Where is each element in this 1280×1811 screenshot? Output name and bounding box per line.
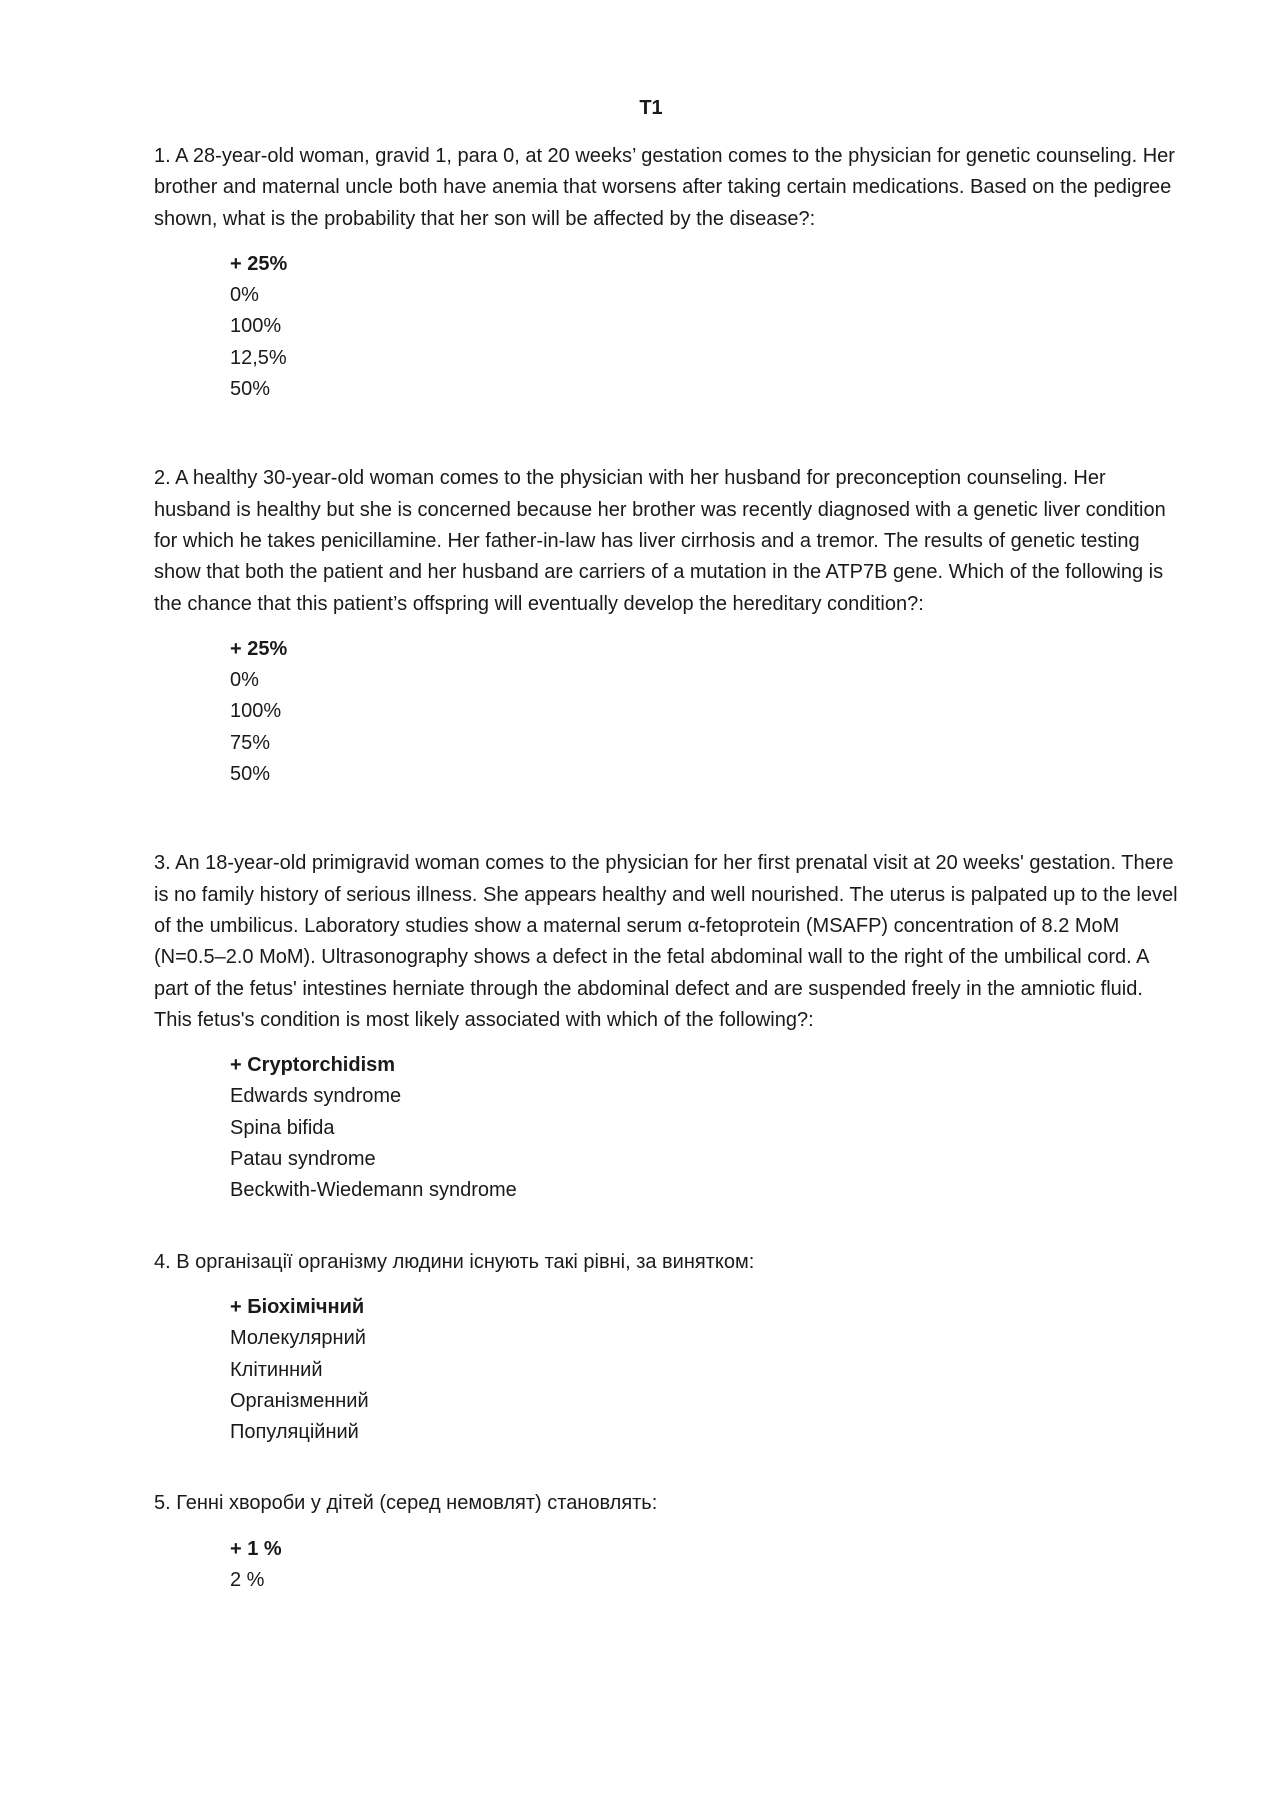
question-text: 5. Генні хвороби у дітей (серед немовлят) становлять:	[154, 1492, 658, 1515]
answer-option: 100%	[230, 315, 282, 338]
answer-list	[230, 1050, 1184, 1206]
answer-option: Spina bifida	[230, 1116, 335, 1139]
answer-option: 75%	[230, 731, 271, 754]
answer-correct: + 25%	[230, 637, 288, 660]
question-1	[154, 141, 1184, 405]
answer-correct: + 25%	[230, 252, 288, 275]
answer-list	[230, 1534, 1184, 1597]
answer-option: 0%	[230, 284, 259, 307]
question-text: 2. A healthy 30-year-old woman comes to the physician with her husband for preconception counseling. Her husband is healthy but she is concerned because her brother was recently diagnosed with a genetic liver condition for which he takes penicillamine. Her father-in-law has liver cirrhosis and a tremor. The results of genetic testing show that both the patient and her husband are carriers of a mutation in the ATP7B gene. Which of the following is the chance that this patient’s offspring will eventually develop the hereditary condition?:	[154, 467, 1166, 615]
answer-option: 50%	[230, 763, 271, 786]
answer-option: 12,5%	[230, 346, 287, 369]
answer-list	[230, 249, 1184, 405]
question-text: 4. В організації організму людини існують такі рівні, за винятком:	[154, 1250, 755, 1273]
answer-option: Клітинний	[230, 1358, 323, 1381]
answer-option: 2 %	[230, 1568, 265, 1591]
answer-correct: + Cryptorchidism	[230, 1054, 396, 1077]
question-list	[154, 141, 1184, 1596]
answer-option: Edwards syndrome	[230, 1085, 402, 1108]
answer-option: 100%	[230, 700, 282, 723]
question-2	[154, 463, 1184, 790]
document-title: T1	[639, 97, 663, 119]
question-5	[154, 1488, 1184, 1596]
answer-option: 0%	[230, 669, 259, 692]
answer-option: Beckwith-Wiedemann syndrome	[230, 1179, 517, 1202]
answer-option: 50%	[230, 378, 271, 401]
answer-correct: + 1 %	[230, 1537, 282, 1560]
question-text: 3. An 18-year-old primigravid woman comes to the physician for her first prenatal visit at 20 weeks' gestation. There is no family history of serious illness. She appears healthy and well nourished. The uterus is palpated up to the level of the umbilicus. Laboratory studies show a maternal serum α-fetoprotein (MSAFP) concentration of 8.2 MoM (N=0.5–2.0 MoM). Ultrasonography shows a defect in the fetal abdominal wall to the right of the umbilical cord. A part of the fetus' intestines herniate through the abdominal defect and are suspended freely in the amniotic fluid. This fetus's condition is most likely associated with which of the following?:	[154, 852, 1178, 1031]
question-4	[154, 1247, 1184, 1449]
answer-correct: + Біохімічний	[230, 1295, 365, 1318]
answer-option: Організменний	[230, 1389, 369, 1412]
answer-option: Молекулярний	[230, 1327, 366, 1350]
answer-option: Patau syndrome	[230, 1148, 376, 1171]
question-3	[154, 848, 1184, 1206]
answer-option: Популяційний	[230, 1421, 359, 1444]
question-text: 1. A 28-year-old woman, gravid 1, para 0, at 20 weeks’ gestation comes to the physician for genetic counseling. Her brother and maternal uncle both have anemia that worsens after taking certain medications. Based on the pedigree shown, what is the probability that her son will be affected by the disease?:	[154, 145, 1175, 230]
answer-list	[230, 1292, 1184, 1448]
answer-list	[230, 634, 1184, 790]
